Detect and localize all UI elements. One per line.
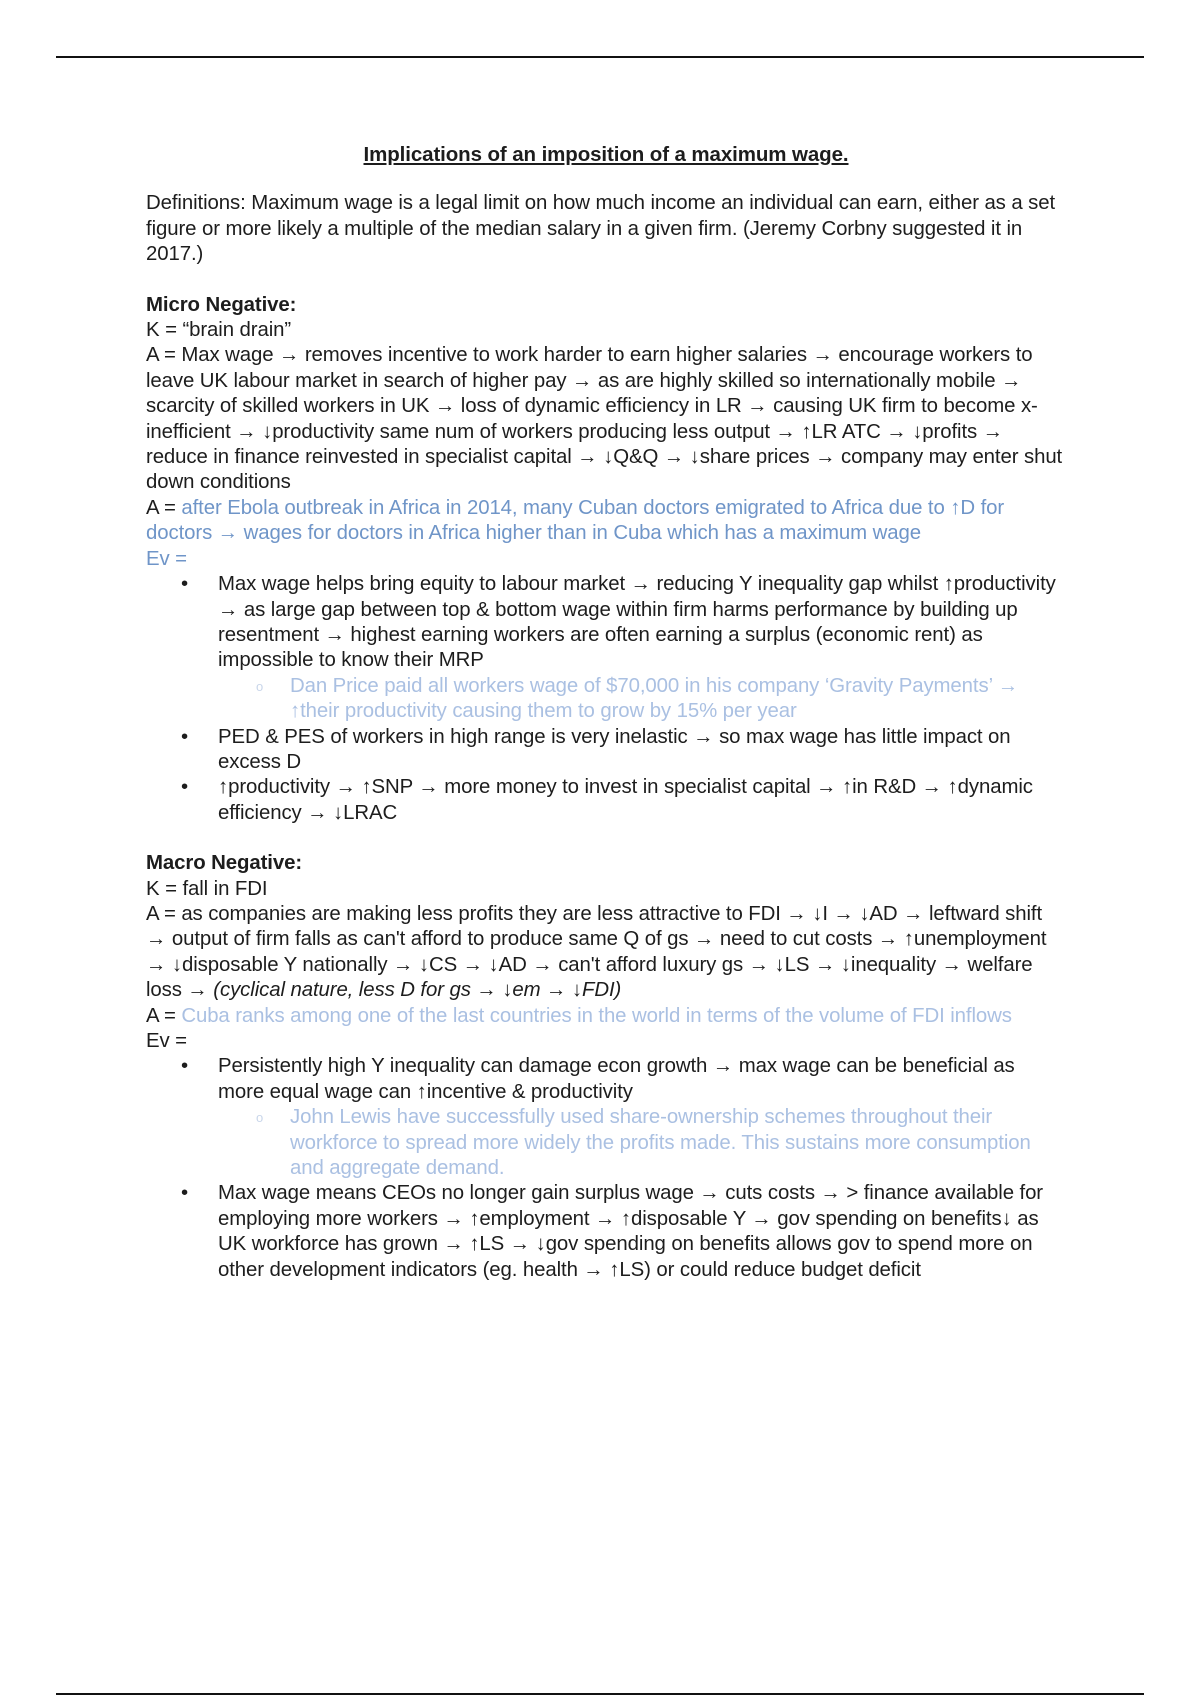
macro-evaluation-list <box>146 1054 1066 1283</box>
micro-bullet-text: Max wage helps bring equity to labour market → reducing Y inequality gap whilst ↑productivity → as large gap between top & bottom wage within firm harms performance by building up resentment → highest earning workers are often earning a surplus (economic rent) as impossible to know their MRP <box>218 573 1056 672</box>
micro-sub-example: o Dan Price paid all workers wage of $70,000 in his company ‘Gravity Payments’ → ↑their productivity causing them to grow by 15% per year <box>218 674 1066 725</box>
list-item <box>146 1054 1066 1181</box>
micro-analysis: A = Max wage → removes incentive to work harder to earn higher salaries → encourage workers to leave UK labour market in search of higher pay → as are highly skilled so internationally mobile → scarcity of skilled workers in UK → loss of dynamic efficiency in LR → causing UK firm to become x-inefficient → ↓productivity same num of workers producing less output → ↑LR ATC → ↓profits → reduce in finance reinvested in specialist capital → ↓Q&Q → ↓share prices → company may enter shut down conditions <box>146 344 1063 494</box>
micro-bullet-text: ↑productivity → ↑SNP → more money to invest in specialist capital → ↑in R&D → ↑dynamic efficiency → ↓LRAC <box>218 776 1033 824</box>
micro-evaluation-list <box>146 572 1066 826</box>
definitions-paragraph: Definitions: Maximum wage is a legal limit on how much income an individual can earn, either as a set figure or more likely a multiple of the median salary in a given firm. (Jeremy Corbny suggested it in 2017.) <box>146 192 1056 266</box>
document-title: Implications of an imposition of a maximum wage. <box>363 143 849 166</box>
top-rule <box>56 56 1144 58</box>
macro-analysis-text: A = as companies are making less profits they are less attractive to FDI → ↓I → ↓AD → leftward shift → output of firm falls as can't afford to produce same Q of gs → need to cut costs → ↑unemployment → ↓disposable Y nationally → ↓CS → ↓AD → can't afford luxury gs → ↓LS → ↓inequality → welfare loss → <box>146 902 1047 1002</box>
micro-example-prefix: A = <box>146 496 182 519</box>
list-item <box>146 775 1066 826</box>
macro-bullet-text: Max wage means CEOs no longer gain surplus wage → cuts costs → > finance available for employing more workers → ↑employment → ↑disposable Y → gov spending on benefits↓ as UK workforce has grown → ↑LS → ↓gov spending on benefits allows gov to spend more on other development indicators (eg. health → ↑LS) or could reduce budget deficit <box>218 1182 1043 1281</box>
macro-key-point: K = fall in FDI <box>146 877 268 900</box>
micro-evaluation-label: Ev = <box>146 547 187 570</box>
list-item <box>146 572 1066 724</box>
document-body <box>146 142 1066 1283</box>
macro-sub-list <box>218 1105 1066 1181</box>
bottom-rule <box>56 1693 1144 1695</box>
micro-example-text: after Ebola outbreak in Africa in 2014, many Cuban doctors emigrated to Africa due to ↑D for doctors → wages for doctors in Africa higher than in Cuba which has a maximum wage <box>146 496 1005 545</box>
list-item <box>146 725 1066 776</box>
macro-sub-example: o John Lewis have successfully used share-ownership schemes throughout their workforce to spread more widely the profits made. This sustains more consumption and aggregate demand. <box>218 1105 1066 1181</box>
macro-example-prefix: A = <box>146 1004 182 1027</box>
micro-sub-list <box>218 674 1066 725</box>
macro-example <box>146 1004 1066 1029</box>
macro-analysis <box>146 902 1066 1004</box>
macro-example-text: Cuba ranks among one of the last countries in the world in terms of the volume of FDI inflows <box>181 1004 1012 1027</box>
micro-bullet-text: PED & PES of workers in high range is very inelastic → so max wage has little impact on excess D <box>218 725 1011 773</box>
list-item <box>146 1181 1066 1283</box>
micro-example <box>146 496 1066 547</box>
macro-heading: Macro Negative: <box>146 852 303 875</box>
micro-heading: Micro Negative: <box>146 293 297 316</box>
macro-evaluation-label: Ev = <box>146 1030 187 1052</box>
macro-bullet-text: Persistently high Y inequality can damage econ growth → max wage can be beneficial as more equal wage can ↑incentive & productivity <box>218 1055 1015 1103</box>
macro-analysis-italic: (cyclical nature, less D for gs → ↓em → ↓FDI) <box>213 979 622 1002</box>
micro-key-point: K = “brain drain” <box>146 319 292 342</box>
